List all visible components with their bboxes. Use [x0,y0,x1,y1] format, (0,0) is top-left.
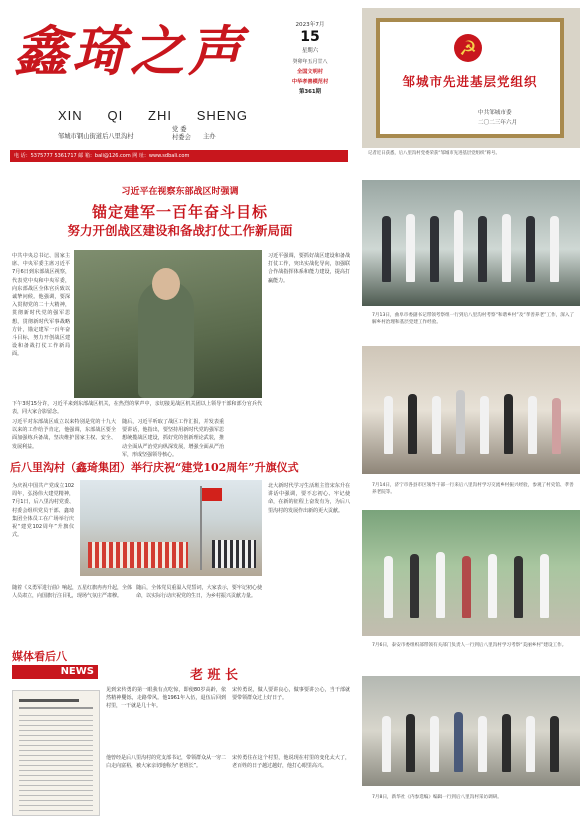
column-para-2: 他曾经是后八里沟村的党支部书记，带领群众从一穷二白走向富裕，被大家亲切地称为“老班长”。 [106,755,226,770]
date-column [279,20,341,97]
sponsor-role: 主办 [203,133,216,140]
issue-number: 第361期 [298,89,322,95]
masthead-pinyin [58,108,248,123]
column-label-bar [12,665,98,679]
pinyin-1: XIN [58,108,83,123]
column-label: 媒体看后八 [12,650,67,663]
sidebar-caption-1: 7月13日，曲阜市委副书记带领考察组一行到后八里沟村考察“和谐乡村”及“孝善养老”工作，深入了解乡村治理和基层党建工作经验。 [372,313,575,325]
article1-photo [74,250,262,398]
article2-para-1: 为庆祝中国共产党成立102周年，弘扬伟大建党精神，7月1日，后八里沟村党委、村委会组织党员干部、鑫琦集团全体员工在广场举行庆祝“建党102周年”升旗仪式。 [12,483,74,539]
article2-photo [80,480,262,576]
plaque-photo [362,8,580,148]
column-para-1: 见到宋传勇的第一眼我有点吃惊，即使80岁高龄，依然精神矍铄，走路带风。他1961年入伍，退伍后回到村里，一干就是几十年。 [106,687,226,710]
article1-para-1: 中共中央总书记、国家主席、中央军委主席习近平7月6日到东部战区视察，代表党中央和中央军委，向东部战区全体官兵致以诚挚问候。他强调，要深入贯彻党的二十大精神，贯彻新时代党的强军思想，贯彻新时代军事战略方针，锚定建军一百年奋斗目标，努力开创战区建设和备战打仗工作新局面。 [12,253,70,358]
pinyin-4: SHENG [196,108,248,123]
article1-para-2: 下午3时15分许，习近平来到东部战区机关，在热烈的掌声中，亲切接见战区机关团以上领导干部和部分官兵代表，同大家合影留念。 [12,401,262,416]
masthead [0,0,352,164]
sidebar-caption-3: 7月6日，泰安市委组织部带领有关部门负责人一行到后八里沟村学习考察“美丽乡村”建设工作。 [372,643,567,648]
article1-para-5: 习近平强调，要抓好战区建设和备战打仗工作，突出实战化导向，加强联合作战指挥体系和能力建设，提高打赢能力。 [268,253,350,284]
sidebar-photo-1 [362,180,580,306]
clipping-line-1 [19,699,79,702]
sidebar-caption-4: 7月8日，新华社《内参选编》编辑一行到后八里沟村采访调研。 [372,795,502,800]
column-label-box [12,650,100,686]
article1-kicker: 习近平在视察东部战区时强调 [121,187,239,197]
contact-bar: 电 话：5375777 5361717 邮 箱：bali@126.com 网 址：www.sdbali.com [10,150,348,162]
masthead-title: 鑫琦之声 [14,19,246,83]
column-clipping [12,690,100,816]
column-title: 老 班 长 [190,668,239,683]
photo-face [152,268,180,300]
crowd-left [88,542,188,568]
plaque-title: 邹城市先进基层党组织 [402,74,538,89]
masthead-sponsor: 邹城市钢山街道后八里沟村 [58,133,134,140]
article2-para-2: 随着《义勇军进行曲》响起，五星红旗冉冉升起，全体人员肃立，向国旗行注目礼，现场气氛庄严肃穆。 [12,585,132,600]
article1-headline-1: 锚定建军一百年奋斗目标 [91,203,268,221]
lunar-date: 癸卯年五月廿八 [292,59,328,65]
article1-headline-2: 努力开创战区建设和备战打仗工作新局面 [67,223,293,238]
article2-headline: 后八里沟村（鑫琦集团）举行庆祝“建党102周年”升旗仪式 [10,461,299,474]
plaque-date: 二〇二三年六月 [478,120,518,126]
crowd-right [212,540,256,568]
clipping-text [19,715,93,811]
sidebar-photo-2 [362,346,580,474]
sponsor-org-1: 党 委 [172,126,187,133]
column-label-news: NEWS [60,666,94,677]
party-emblem-icon: ☭ [454,34,482,62]
pinyin-2: QI [107,108,124,123]
award-2: 中华孝善模范村 [291,79,329,85]
article2-para-4: 北大新时代学习生活班主管宋东升在讲话中强调，要不忘初心、牢记使命，在新的征程上奋发有为，为后八里沟村的发展作出新的更大贡献。 [268,483,350,514]
plaque-issuer: 中共邹城市委 [478,110,512,116]
award-1: 全国文明村 [297,69,323,75]
article1-para-4: 随后，习近平听取了战区工作汇报，并发表重要讲话，他指出，要坚持用新时代党的强军思想统揽战区建设，抓好党的创新理论武装，推动全面从严治党向纵深发展，增强全面从严治军，形成坚强领导核心。 [122,419,224,458]
clipping-line-2 [19,707,93,709]
pinyin-3: ZHI [148,108,172,123]
date-day: 15 [300,29,320,45]
article2-para-3: 随后，全体党员重温入党誓词，大家表示，要牢记初心使命，以实际行动庆祝党的生日，为乡村振兴贡献力量。 [136,585,262,600]
sidebar-photo-4 [362,676,580,786]
flag-icon [202,488,222,501]
date-month: 2023年7月 [295,22,325,28]
sidebar-photo-3 [362,510,580,636]
article1-para-3: 习近平对东部战区成立以来特别是党的十九大以来的工作给予肯定，他强调，东部战区要全面加强练兵备战，坚决维护国家主权、安全、发展利益。 [12,419,116,450]
sidebar-caption-2: 7月14日，济宁市各县市区领导干部一行来后八里沟村学习交流乡村振兴经验，参观了村史馆、孝善养老院等。 [372,483,574,495]
weekday: 星期六 [301,48,319,54]
plaque-caption: 记者近日获悉，后八里沟村党委荣获“邹城市先进基层党组织”称号。 [368,151,500,156]
plaque-frame [376,18,564,138]
sponsor-org-2: 村委会 [172,134,191,141]
column-para-3: 宋传勇说，做人要讲良心，做事要讲公心，当干部就要带领群众过上好日子。 [232,687,350,702]
sponsor-orgs [172,126,191,142]
column-para-4: 宋传勇住在这个村里，他说现在村里的变化太大了，老百姓的日子越过越好，他打心眼里高兴。 [232,755,350,770]
